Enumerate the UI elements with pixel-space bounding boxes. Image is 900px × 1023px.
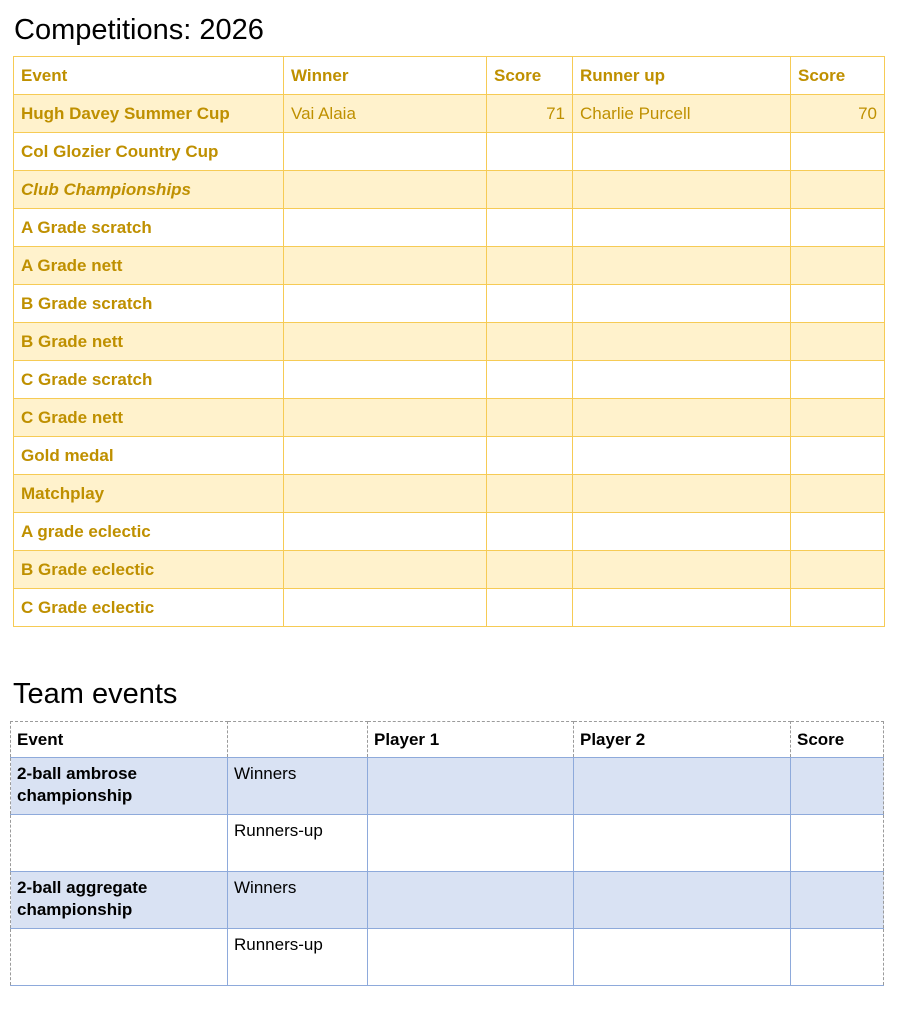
team-event-row — [11, 872, 884, 929]
column-header-winner: Winner — [284, 57, 487, 95]
winner-cell: Vai Alaia — [284, 95, 487, 133]
event-cell: C Grade nett — [14, 399, 284, 437]
winner-score-cell — [487, 285, 573, 323]
winner-cell — [284, 133, 487, 171]
runner-up-score-cell — [791, 399, 885, 437]
team-event-row — [11, 758, 884, 815]
event-cell — [11, 929, 228, 986]
event-cell: A Grade nett — [14, 247, 284, 285]
team-event-row — [11, 929, 884, 986]
runner-up-cell: Charlie Purcell — [573, 95, 791, 133]
competition-row — [14, 95, 885, 133]
placing-label-cell: Runners-up — [228, 815, 368, 872]
column-header-player-2: Player 2 — [574, 722, 791, 758]
runner-up-score-cell — [791, 589, 885, 627]
column-header-player-1: Player 1 — [368, 722, 574, 758]
runner-up-score-cell — [791, 209, 885, 247]
runner-up-cell — [573, 399, 791, 437]
runner-up-cell — [573, 513, 791, 551]
runner-up-cell — [573, 171, 791, 209]
winner-score-cell — [487, 323, 573, 361]
event-cell: C Grade scratch — [14, 361, 284, 399]
winner-score-cell — [487, 209, 573, 247]
runner-up-cell — [573, 133, 791, 171]
runner-up-cell — [573, 247, 791, 285]
winner-score-cell — [487, 475, 573, 513]
winner-cell — [284, 399, 487, 437]
runner-up-cell — [573, 285, 791, 323]
runner-up-score-cell — [791, 323, 885, 361]
winner-cell — [284, 361, 487, 399]
placing-label-cell: Winners — [228, 872, 368, 929]
winner-score-cell: 71 — [487, 95, 573, 133]
competition-row — [14, 361, 885, 399]
event-cell: Matchplay — [14, 475, 284, 513]
winner-cell — [284, 171, 487, 209]
team-events-table — [10, 721, 884, 986]
column-header-score: Score — [791, 722, 884, 758]
event-cell: 2-ball aggregate championship — [11, 872, 228, 929]
event-cell: Col Glozier Country Cup — [14, 133, 284, 171]
event-cell: Hugh Davey Summer Cup — [14, 95, 284, 133]
winner-score-cell — [487, 551, 573, 589]
winner-cell — [284, 513, 487, 551]
competition-row — [14, 475, 885, 513]
competition-row — [14, 323, 885, 361]
competitions-table — [13, 56, 885, 627]
winner-score-cell — [487, 171, 573, 209]
winner-score-cell — [487, 361, 573, 399]
winner-cell — [284, 209, 487, 247]
column-header-event: Event — [14, 57, 284, 95]
player-2-cell — [574, 758, 791, 815]
column-header-runner-up-score: Score — [791, 57, 885, 95]
team-events-header-row — [11, 722, 884, 758]
player-1-cell — [368, 872, 574, 929]
placing-label-cell: Runners-up — [228, 929, 368, 986]
winner-cell — [284, 437, 487, 475]
placing-label-cell: Winners — [228, 758, 368, 815]
competition-row — [14, 513, 885, 551]
winner-cell — [284, 285, 487, 323]
score-cell — [791, 872, 884, 929]
runner-up-cell — [573, 475, 791, 513]
runner-up-score-cell — [791, 475, 885, 513]
event-cell: C Grade eclectic — [14, 589, 284, 627]
runner-up-score-cell: 70 — [791, 95, 885, 133]
event-cell: Club Championships — [14, 171, 284, 209]
winner-cell — [284, 589, 487, 627]
winner-score-cell — [487, 589, 573, 627]
winner-score-cell — [487, 513, 573, 551]
competitions-title: Competitions: 2026 — [14, 14, 264, 46]
competition-row — [14, 133, 885, 171]
event-cell — [11, 815, 228, 872]
score-cell — [791, 758, 884, 815]
winner-cell — [284, 247, 487, 285]
event-cell: B Grade eclectic — [14, 551, 284, 589]
competition-row — [14, 285, 885, 323]
event-cell: B Grade scratch — [14, 285, 284, 323]
competition-row — [14, 399, 885, 437]
runner-up-cell — [573, 437, 791, 475]
score-cell — [791, 929, 884, 986]
winner-cell — [284, 323, 487, 361]
event-cell: A Grade scratch — [14, 209, 284, 247]
runner-up-cell — [573, 361, 791, 399]
event-cell: 2-ball ambrose championship — [11, 758, 228, 815]
player-2-cell — [574, 872, 791, 929]
player-2-cell — [574, 815, 791, 872]
winner-score-cell — [487, 399, 573, 437]
runner-up-score-cell — [791, 171, 885, 209]
team-events-title: Team events — [13, 678, 178, 710]
score-cell — [791, 815, 884, 872]
event-cell: Gold medal — [14, 437, 284, 475]
competition-row — [14, 171, 885, 209]
competitions-header-row — [14, 57, 885, 95]
runner-up-score-cell — [791, 133, 885, 171]
runner-up-score-cell — [791, 513, 885, 551]
runner-up-score-cell — [791, 285, 885, 323]
player-2-cell — [574, 929, 791, 986]
winner-cell — [284, 551, 487, 589]
column-header-event: Event — [11, 722, 228, 758]
runner-up-cell — [573, 323, 791, 361]
runner-up-cell — [573, 589, 791, 627]
winner-score-cell — [487, 247, 573, 285]
runner-up-score-cell — [791, 247, 885, 285]
winner-score-cell — [487, 437, 573, 475]
player-1-cell — [368, 929, 574, 986]
team-event-row — [11, 815, 884, 872]
runner-up-cell — [573, 551, 791, 589]
competition-row — [14, 209, 885, 247]
event-cell: B Grade nett — [14, 323, 284, 361]
winner-score-cell — [487, 133, 573, 171]
winner-cell — [284, 475, 487, 513]
runner-up-score-cell — [791, 437, 885, 475]
column-header-winner-score: Score — [487, 57, 573, 95]
runner-up-cell — [573, 209, 791, 247]
competition-row — [14, 589, 885, 627]
runner-up-score-cell — [791, 551, 885, 589]
player-1-cell — [368, 815, 574, 872]
runner-up-score-cell — [791, 361, 885, 399]
column-header-blank — [228, 722, 368, 758]
competition-row — [14, 247, 885, 285]
player-1-cell — [368, 758, 574, 815]
competition-row — [14, 551, 885, 589]
competition-row — [14, 437, 885, 475]
column-header-runner-up: Runner up — [573, 57, 791, 95]
event-cell: A grade eclectic — [14, 513, 284, 551]
